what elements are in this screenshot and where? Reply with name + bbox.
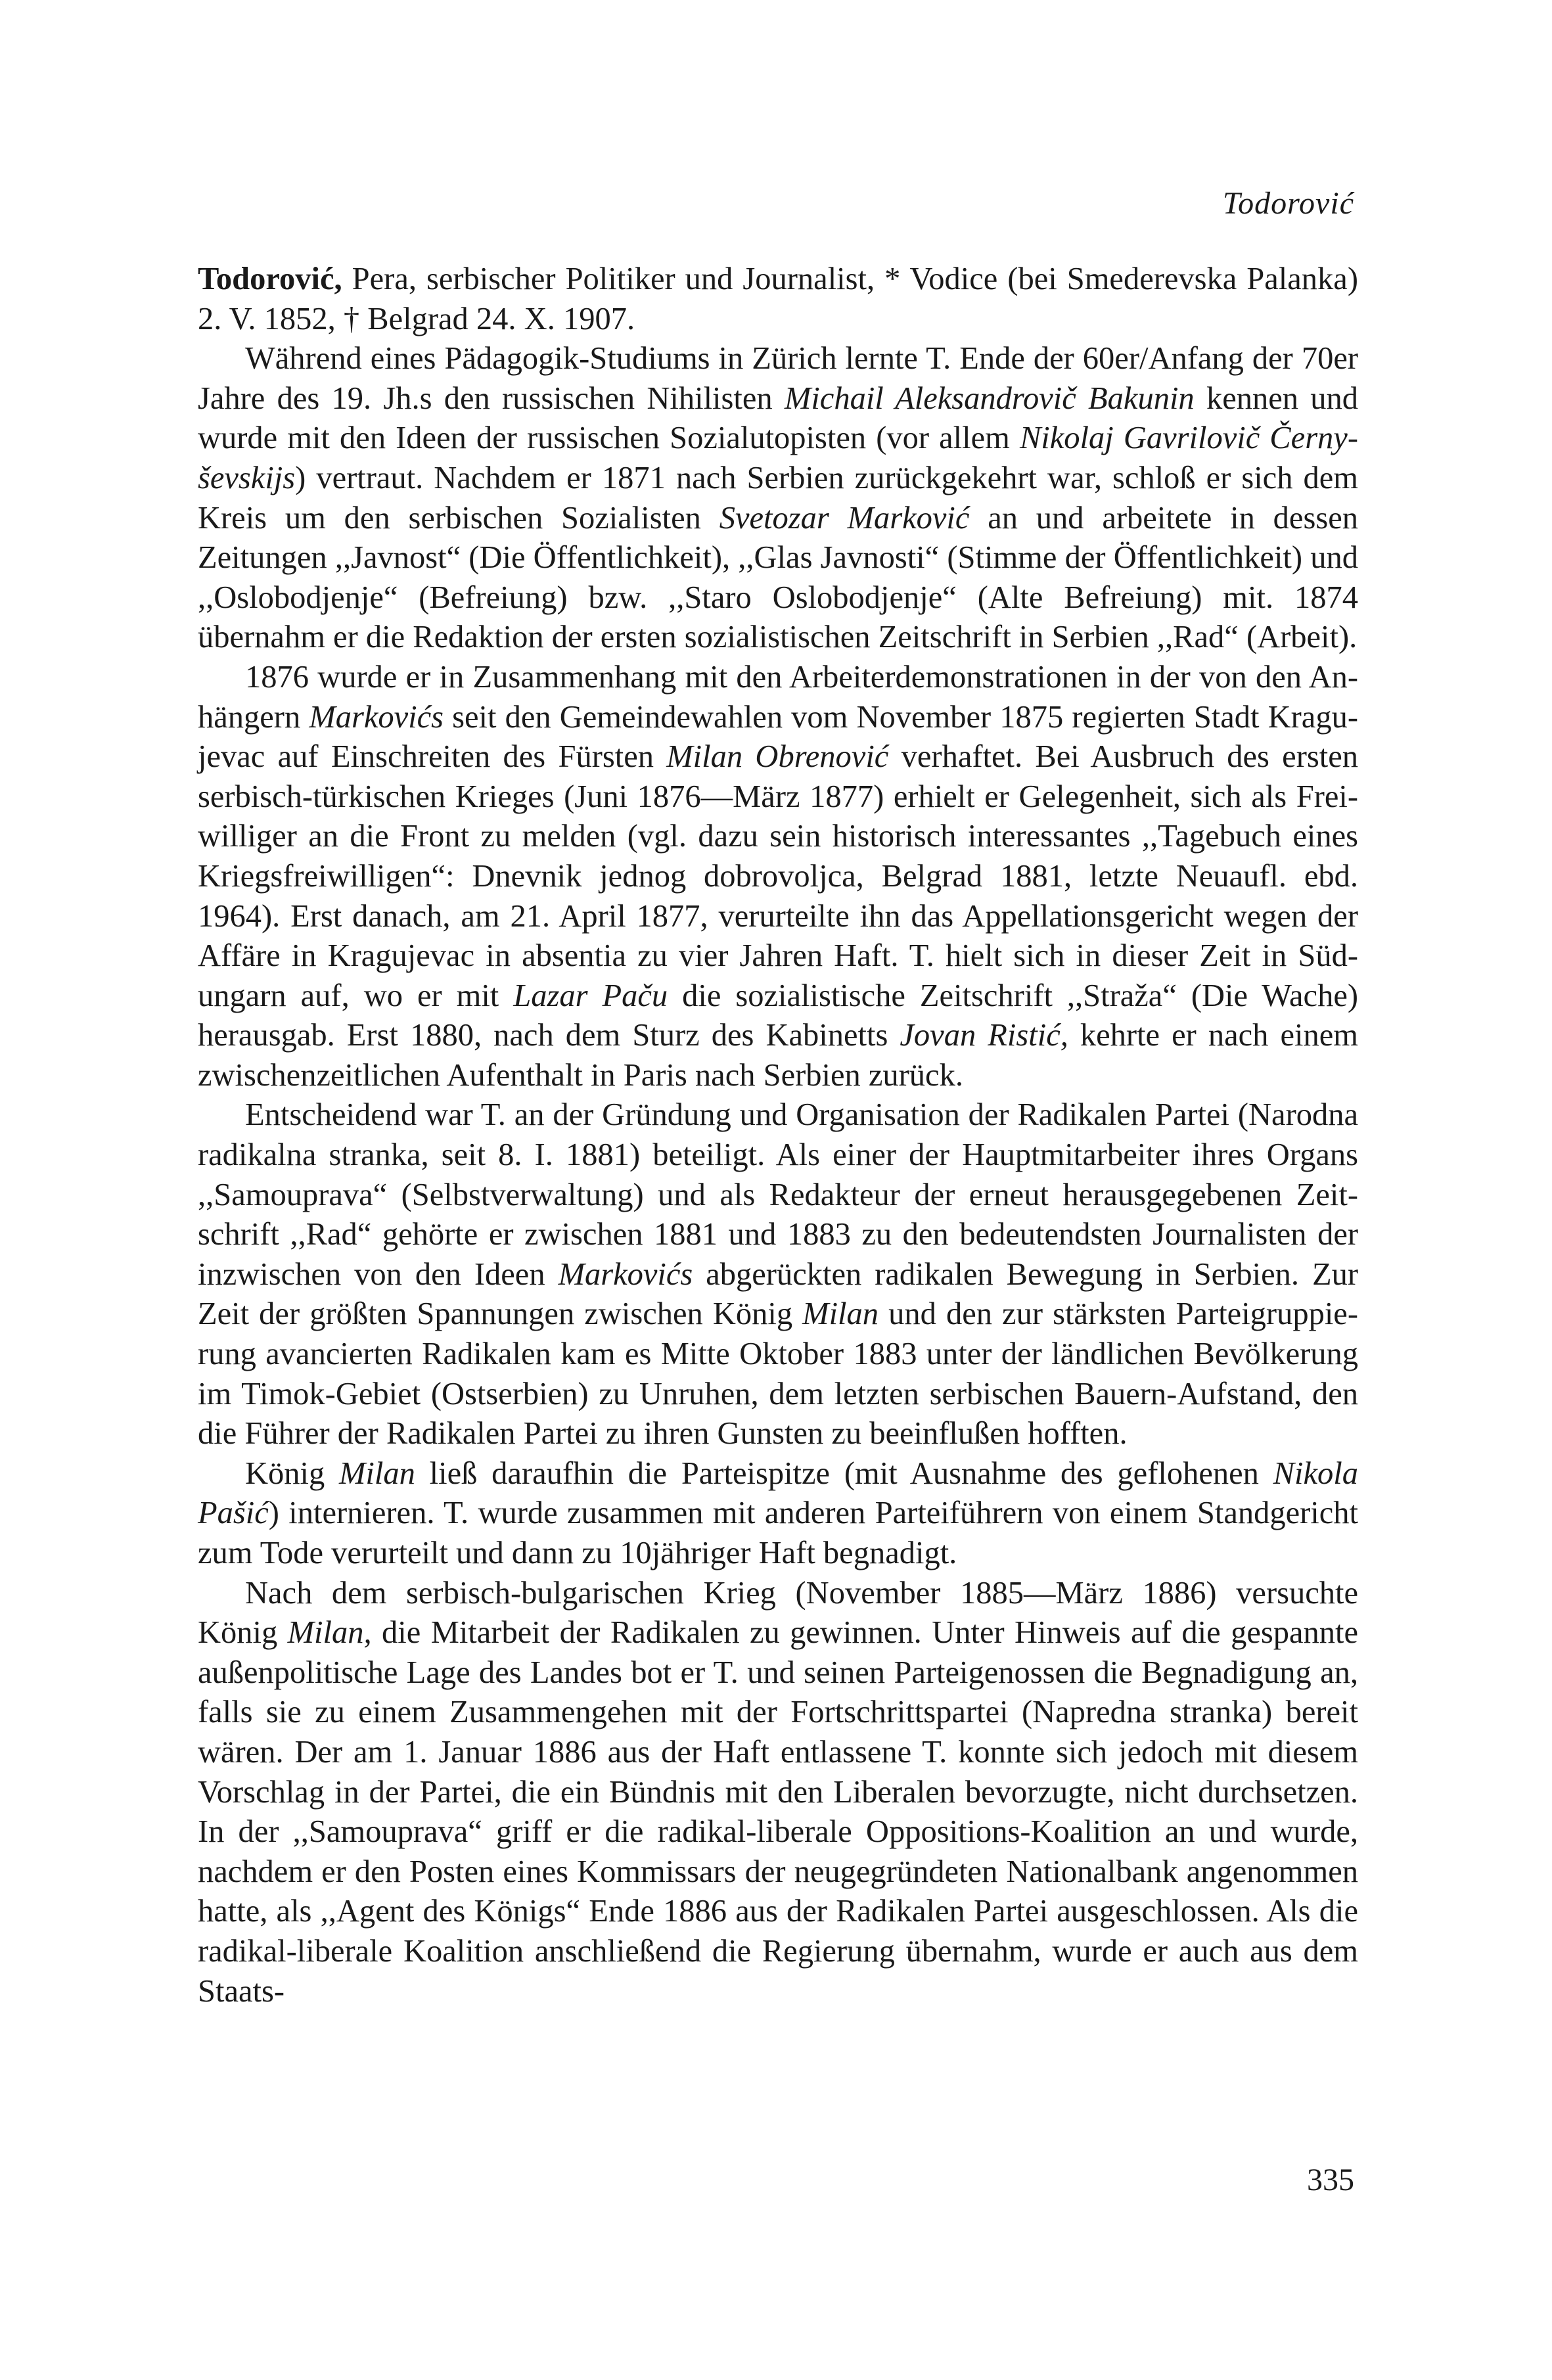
italic-name: Milan,	[287, 1615, 372, 1651]
text-run: Während eines Pädagogik-Studiums in Zürich lernte T. Ende der 60er/Anfang der 70er Jahre des 19. Jh.s den russischen Nihilisten	[198, 341, 1358, 416]
page-number: 335	[1307, 2163, 1354, 2197]
italic-name: Milan	[339, 1455, 415, 1491]
paragraph	[198, 1574, 1358, 2012]
italic-name: Markovićs	[309, 699, 444, 735]
text-run: verhaftet. Bei Ausbruch des ersten serbisch-türkischen Krieges (Juni 1876—März 1877) erhielt er Gelegenheit, sich als Freiwilliger an die Front zu melden (vgl. dazu sein historisch interessantes ,,Tagebuch eines Kriegsfreiwilligen“: Dnevnik jednog dobrovoljca, Belgrad 1881, letzte Neuaufl. ebd. 1964). Erst danach, am 21. April 1877, verurteilte ihn das Appellationsgericht wegen der Affäre in Kragujevac in absentia zu vier Jahren Haft. T. hielt sich in dieser Zeit in Südungarn auf, wo er mit	[198, 739, 1358, 1013]
entry-name: Todorović,	[198, 262, 342, 296]
italic-name: Nikolaj Gavrilovič Černyševskijs	[198, 421, 1358, 495]
italic-name: Lazar Paču	[513, 978, 668, 1013]
text-run: ließ daraufhin die Parteispitze (mit Ausnahme des geflohenen	[415, 1455, 1273, 1491]
paragraph	[198, 339, 1358, 658]
italic-name: Michail Aleksandrovič Bakunin	[784, 380, 1195, 416]
text-run: die sozialistische Zeitschrift ,,Straža“ (Die Wache) herausgab. Erst 1880, nach dem Sturz des Kabinetts	[198, 978, 1358, 1053]
italic-name: Nikola Pašić	[198, 1455, 1358, 1531]
running-head: Todorović	[1222, 186, 1354, 221]
text-run: Entscheidend war T. an der Gründung und Organisation der Radikalen Partei (Narodna radikalna stranka, seit 8. I. 1881) beteiligt. Als einer der Hauptmitarbeiter ihres Organs ,,Samouprava“ (Selbstverwaltung) und als Redakteur der erneut herausgegebenen Zeitschrift ,,Rad“ gehörte er zwischen 1881 und 1883 zu den bedeutendsten Journalisten der inzwischen von den Ideen	[198, 1097, 1358, 1292]
text-run: 1876 wurde er in Zusammenhang mit den Arbeiterdemonstrationen in der von den Anhängern	[198, 659, 1358, 735]
text-run: abgerückten radikalen Bewegung in Serbien. Zur Zeit der größten Spannungen zwischen König	[198, 1256, 1358, 1332]
italic-name: Jovan Ristić,	[900, 1018, 1068, 1053]
text-run: seit den Gemeindewahlen vom November 1875 regierten Stadt Kragujevac auf Einschreiten des Fürsten	[198, 699, 1358, 775]
entry-intro-paragraph	[198, 260, 1358, 339]
text-run: an und arbeitete in dessen Zeitungen ,,Javnost“ (Die Öffentlichkeit), ,,Glas Javnosti“ (Stimme der Öffentlichkeit) und ,,Oslobodjenje“ (Befreiung) bzw. ,,Staro Oslobodjenje“ (Alte Befreiung) mit. 1874 übernahm er die Redaktion der ersten sozialistischen Zeitschrift in Serbien ,,Rad“ (Arbeit).	[198, 500, 1358, 655]
body-text	[198, 260, 1358, 2011]
italic-name: Milan Obrenović	[666, 739, 889, 775]
paragraph	[198, 1454, 1358, 1574]
paragraph	[198, 658, 1358, 1096]
italic-name: Svetozar Marković	[719, 500, 970, 536]
text-run: König	[245, 1455, 340, 1491]
paragraph	[198, 1095, 1358, 1453]
text-run: kennen und wurde mit den Ideen der russischen Sozialutopisten (vor allem	[198, 380, 1359, 456]
italic-name: Markovićs	[558, 1256, 693, 1292]
text-run: ) vertraut. Nachdem er 1871 nach Serbien zurückgekehrt war, schloß er sich dem Kreis um den serbischen Sozialisten	[198, 460, 1358, 536]
text-run: die Mitarbeit der Radikalen zu gewinnen. Unter Hinweis auf die gespannte außenpolitische Lage des Landes bot er T. und seinen Parteigenossen die Begnadigung an, falls sie zu einem Zusammengehen mit der Fortschrittspartei (Napredna stranka) bereit wären. Der am 1. Januar 1886 aus der Haft entlassene T. konnte sich jedoch mit diesem Vorschlag in der Partei, die ein Bündnis mit den Liberalen bevorzugte, nicht durchsetzen. In der ,,Samouprava“ griff er die radikal-liberale Oppositions-Koalition an und wurde, nachdem er den Posten eines Kommissars der neugegründeten Nationalbank angenommen hatte, als ,,Agent des Königs“ Ende 1886 aus der Radikalen Partei ausgeschlossen. Als die radikal-liberale Koalition anschließend die Regierung übernahm, wurde er auch aus dem Staats-	[198, 1615, 1358, 2009]
text-run: ) internieren. T. wurde zusammen mit anderen Parteiführern von einem Standgericht zum Tode verurteilt und dann zu 10jähriger Haft begnadigt.	[198, 1496, 1358, 1570]
text-run: und den zur stärksten Parteigruppierung avancierten Radikalen kam es Mitte Oktober 1883 unter der ländlichen Bevölkerung im Timok-Gebiet (Ostserbien) zu Unruhen, dem letzten serbischen Bauern-Aufstand, den die Führer der Radikalen Partei zu ihren Gunsten zu beeinflußen hofften.	[198, 1296, 1358, 1452]
italic-name: Milan	[802, 1296, 879, 1332]
entry-intro: Pera, serbischer Politiker und Journalist, * Vodice (bei Smederevska Palanka) 2. V. 1852, † Belgrad 24. X. 1907.	[198, 262, 1358, 336]
text-run: kehrte er nach einem zwischenzeitlichen Aufenthalt in Paris nach Serbien zurück.	[198, 1018, 1358, 1093]
text-run: Nach dem serbisch-bulgarischen Krieg (November 1885—März 1886) versuchte König	[198, 1575, 1358, 1651]
